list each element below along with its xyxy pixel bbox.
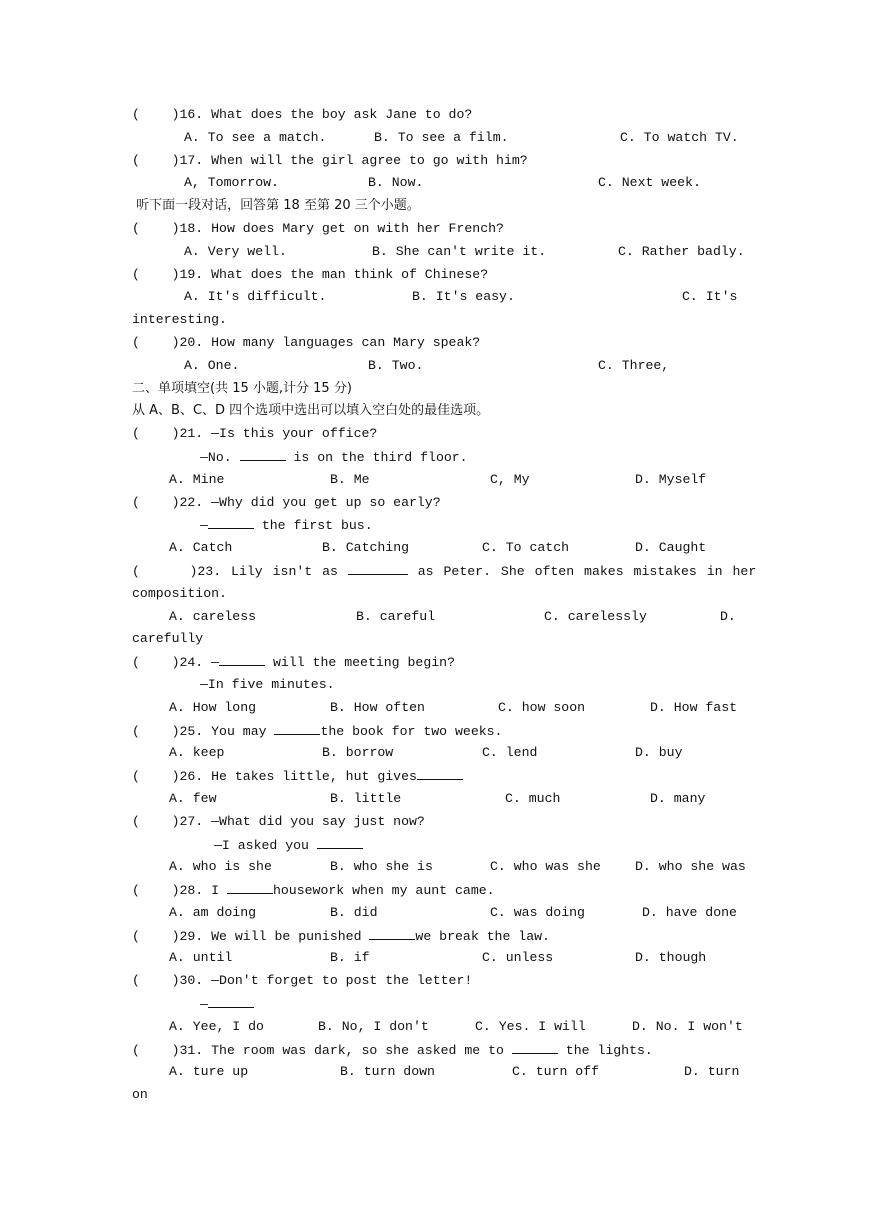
dialog-line: [214, 834, 363, 858]
question-27: [132, 811, 738, 834]
option-c: C. Yes. I will: [475, 1018, 586, 1034]
option-c: C. much: [505, 790, 561, 806]
question-16: [132, 104, 738, 127]
question-22-dialog: [132, 514, 738, 537]
option-b: B. did: [330, 904, 378, 920]
option-a: A, Tomorrow.: [184, 175, 279, 191]
section-2-title: [132, 378, 738, 401]
answer-blank: [219, 651, 265, 666]
dialog-text: —I asked you: [214, 837, 317, 853]
question-20: [132, 332, 738, 355]
question-stem: ( )22. —Why did you get up so early?: [132, 494, 441, 510]
question-stem: ( )20. How many languages can Mary speak?: [132, 334, 481, 350]
question-26-options: [132, 788, 738, 811]
answer-blank: [369, 925, 415, 940]
question-stem: [132, 925, 550, 949]
dialog-text: —No.: [200, 449, 240, 465]
question-19: [132, 264, 738, 287]
option-a: A. ture up: [169, 1064, 249, 1080]
question-31-wrap: [132, 1084, 738, 1107]
question-stem: [132, 879, 495, 903]
option-c: C. turn off: [512, 1064, 600, 1080]
wrapped-text: carefully: [132, 631, 204, 647]
option-d: D. many: [650, 790, 706, 806]
question-18-options: [132, 241, 745, 264]
option-c: C. Next week.: [598, 175, 701, 191]
option-a: A. Mine: [169, 471, 225, 487]
option-b: B. little: [330, 790, 402, 806]
question-28-options: [132, 902, 738, 925]
question-22-options: [132, 537, 738, 560]
question-30: [132, 970, 738, 993]
option-c: C, My: [490, 471, 530, 487]
option-b: B. Two.: [368, 357, 424, 373]
stem-text: ( )31. The room was dark, so she asked me to: [132, 1042, 512, 1058]
question-29-options: [132, 947, 738, 970]
answer-blank: [417, 765, 463, 780]
question-31: [132, 1039, 738, 1062]
question-stem: ( )21. —Is this your office?: [132, 426, 378, 442]
question-28: [132, 879, 738, 902]
option-c: C. lend: [482, 745, 538, 761]
stem-text: ( )25. You may: [132, 723, 275, 739]
question-stem: [132, 765, 463, 789]
option-c: C. carelessly: [544, 608, 647, 624]
answer-blank: [317, 834, 363, 849]
option-a: A. Yee, I do: [169, 1018, 264, 1034]
option-b: B. Now.: [368, 175, 424, 191]
question-21: [132, 423, 738, 446]
stem-text-tail: will the meeting begin?: [265, 655, 455, 671]
listening-instruction: [132, 195, 738, 218]
wrapped-text: on: [132, 1087, 148, 1103]
stem-text-tail: the lights.: [557, 1042, 653, 1058]
question-stem: ( )27. —What did you say just now?: [132, 813, 425, 829]
question-20-options: [132, 355, 738, 378]
question-31-options: [132, 1061, 738, 1084]
question-23: [132, 560, 757, 583]
question-22: [132, 492, 738, 515]
option-b: B. who she is: [330, 859, 433, 875]
question-stem: ( )30. —Don't forget to post the letter!: [132, 973, 473, 989]
answer-blank: [208, 514, 254, 529]
stem-text: ( )23. Lily isn't as: [132, 563, 348, 579]
option-a: A. careless: [169, 608, 257, 624]
stem-text: ( )29. We will be punished: [132, 928, 370, 944]
dialog-line: [200, 446, 468, 470]
question-17-options: [132, 172, 738, 195]
question-23-options: [132, 606, 738, 629]
option-c: C. To catch: [482, 540, 570, 556]
option-d: D. buy: [635, 745, 683, 761]
option-d: D. have done: [642, 904, 737, 920]
option-b: B. How often: [330, 699, 425, 715]
option-d: D. Myself: [635, 471, 707, 487]
option-b: B. borrow: [322, 745, 394, 761]
option-d: D. Caught: [635, 540, 707, 556]
option-c: C. who was she: [490, 859, 601, 875]
wrapped-text: composition.: [132, 585, 227, 601]
stem-text: ( )24. —: [132, 655, 220, 671]
option-a: A. Very well.: [184, 243, 287, 259]
option-a: A. until: [169, 950, 233, 966]
stem-text-tail: as Peter. She often makes mistakes in her: [407, 563, 757, 579]
option-b: B. Catching: [322, 540, 410, 556]
option-b: B. if: [330, 950, 370, 966]
question-23-wrap: [132, 583, 738, 606]
option-a: A. One.: [184, 357, 240, 373]
stem-text-tail: housework when my aunt came.: [272, 883, 495, 899]
question-24-dialog: [132, 674, 738, 697]
option-b: B. To see a film.: [374, 129, 509, 145]
question-16-options: [132, 127, 738, 150]
section-2-instruction: [132, 400, 738, 423]
dialog-text-tail: is on the third floor.: [285, 449, 468, 465]
dialog-text-tail: the first bus.: [253, 518, 373, 534]
question-30-dialog: [132, 993, 738, 1016]
question-stem: ( )17. When will the girl agree to go with him?: [132, 152, 528, 168]
answer-blank: [208, 993, 254, 1008]
instruction-text: 从 A、B、C、D 四个选项中选出可以填入空白处的最佳选项。: [132, 403, 490, 419]
dialog-line: —In five minutes.: [200, 676, 335, 692]
question-stem: [132, 560, 756, 584]
question-18: [132, 218, 738, 241]
answer-blank: [512, 1039, 558, 1054]
question-21-options: [132, 469, 738, 492]
exam-page: [132, 104, 757, 1107]
option-b: B. She can't write it.: [372, 243, 547, 259]
question-25: [132, 720, 738, 743]
option-a: A. How long: [169, 699, 257, 715]
question-26: [132, 765, 738, 788]
question-30-options: [132, 1016, 743, 1039]
stem-text: ( )28. I: [132, 883, 227, 899]
question-24: [132, 651, 738, 674]
option-d: D. though: [635, 950, 707, 966]
answer-blank: [227, 879, 273, 894]
instruction-text: 听下面一段对话，回答第 18 至第 20 三个小题。: [132, 198, 420, 214]
option-a: A. To see a match.: [184, 129, 327, 145]
dialog-line: [200, 993, 254, 1017]
answer-blank: [240, 446, 286, 461]
question-stem: ( )18. How does Mary get on with her French?: [132, 220, 504, 236]
question-27-options: [132, 856, 746, 879]
stem-text: ( )26. He takes little, hut gives: [132, 769, 417, 785]
option-c: C. Rather badly.: [618, 243, 745, 259]
dialog-text: —: [200, 997, 208, 1013]
wrapped-text: interesting.: [132, 312, 227, 328]
option-d: D. turn: [684, 1064, 740, 1080]
option-a: A. who is she: [169, 859, 272, 875]
question-19-wrap: [132, 309, 738, 332]
option-b: B. Me: [330, 471, 370, 487]
option-d: D.: [720, 608, 736, 624]
option-b: B. turn down: [340, 1064, 435, 1080]
question-stem: ( )19. What does the man think of Chinese?: [132, 266, 489, 282]
option-c: C. Three,: [598, 357, 670, 373]
stem-text-tail: we break the law.: [415, 928, 550, 944]
question-stem: [132, 720, 502, 744]
answer-blank: [348, 560, 408, 575]
option-d: D. who she was: [635, 859, 746, 875]
option-c: C. how soon: [498, 699, 586, 715]
option-a: A. It's difficult.: [184, 289, 327, 305]
section-title: 二、单项填空(共 15 小题,计分 15 分): [132, 380, 352, 396]
question-23-wrap2: [132, 628, 738, 651]
question-stem: [132, 1039, 653, 1063]
question-stem: ( )16. What does the boy ask Jane to do?: [132, 107, 473, 122]
option-c: C. To watch TV.: [620, 129, 739, 145]
question-29: [132, 925, 738, 948]
option-a: A. keep: [169, 745, 225, 761]
answer-blank: [274, 720, 320, 735]
option-a: A. few: [169, 790, 217, 806]
option-b: B. careful: [356, 608, 436, 624]
option-c: C. It's: [682, 289, 738, 305]
question-19-options: [132, 286, 738, 309]
option-d: D. How fast: [650, 699, 738, 715]
question-stem: [132, 651, 455, 675]
stem-text-tail: the book for two weeks.: [320, 723, 503, 739]
option-b: B. No, I don't: [318, 1018, 429, 1034]
option-c: C. was doing: [490, 904, 585, 920]
dialog-text: —: [200, 518, 208, 534]
option-c: C. unless: [482, 950, 554, 966]
question-27-dialog: [132, 834, 738, 857]
option-a: A. am doing: [169, 904, 257, 920]
question-25-options: [132, 742, 738, 765]
question-21-dialog: [132, 446, 738, 469]
option-a: A. Catch: [169, 540, 233, 556]
option-b: B. It's easy.: [412, 289, 515, 305]
question-17: [132, 150, 738, 173]
question-24-options: [132, 697, 738, 720]
dialog-line: [200, 514, 373, 538]
option-d: D. No. I won't: [632, 1018, 743, 1034]
